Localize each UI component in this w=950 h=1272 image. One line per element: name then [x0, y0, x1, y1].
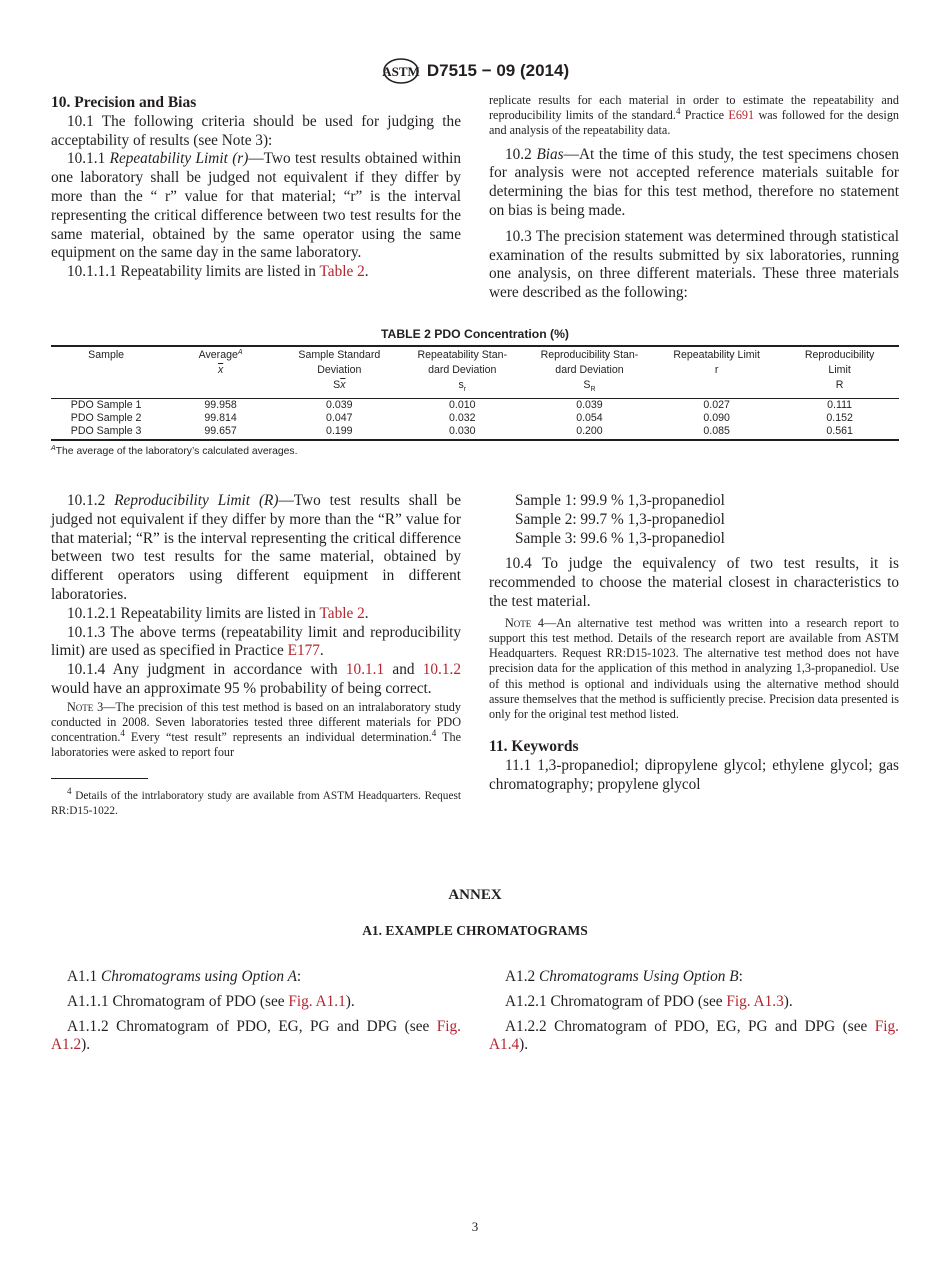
para-a1-2-1: A1.2.1 Chromatogram of PDO (see Fig. A1.3).	[505, 992, 793, 1010]
table-cell: 0.054	[576, 411, 603, 424]
table-cell: 0.030	[399, 425, 526, 440]
table-row	[51, 425, 899, 440]
para-a1-2-2: A1.2.2 Chromatogram of PDO, EG, PG and DPG (see Fig. A1.4).	[489, 1017, 899, 1054]
table-2	[51, 327, 899, 457]
table-cell: 0.152	[826, 411, 853, 424]
sample-3: Sample 3: 99.6 % 1,3-propanediol	[515, 529, 725, 547]
para-10-4: 10.4 To judge the equivalency of two test results, it is recommended to choose the material closest in characteristics to the test material.	[489, 555, 899, 610]
header-cell	[51, 377, 161, 398]
document-designation: D7515 − 09 (2014)	[426, 61, 570, 80]
col-header-reprod-sd: Reproducibility Stan-	[526, 346, 653, 362]
header-cell	[51, 362, 161, 377]
table-cell: 0.039	[326, 398, 353, 411]
para-a1-2: A1.2 Chromatograms Using Option B:	[505, 968, 743, 985]
table-cell: 99.657	[161, 425, 280, 440]
para-10-1-3: 10.1.3 The above terms (repeatability limit and reproducibility limit) are used as specified in Practice E177.	[51, 623, 461, 660]
header-cell: $s_r$	[399, 377, 526, 398]
para-a1-1: A1.1 Chromatograms using Option A:	[67, 968, 302, 985]
fig-a1-3-link[interactable]: Fig. A1.3	[726, 992, 784, 1010]
table-cell: PDO Sample 1	[70, 398, 142, 411]
col-header-repeat-limit: Repeatability Limit	[653, 346, 780, 362]
note-4: Note 4—An alternative test method was written into a research report to support this test method. Details of the research report are available from ASTM Headquarters. Request RR:D15-1023. The alternative test method does not have precision data for the application of this method in analyzing 1,3-propanediol. Use of this method is optional and individuals using the alternative method should assure themselves that the method is sufficiently precise. Precision data presented is only for the original test method listed.	[489, 615, 899, 721]
page-header	[0, 57, 950, 85]
table-2-link[interactable]: Table 2	[319, 604, 365, 622]
table-cell: 0.047	[326, 411, 353, 424]
sample-2: Sample 2: 99.7 % 1,3-propanediol	[515, 510, 725, 528]
table-cell: PDO Sample 3	[51, 425, 161, 440]
right-column-bottom	[489, 492, 899, 795]
table-cell: 99.958	[204, 398, 237, 411]
fig-a1-1-link[interactable]: Fig. A1.1	[288, 992, 346, 1010]
table-cell: 0.032	[449, 411, 476, 424]
para-10-3: 10.3 The precision statement was determined through statistical examination of the results submitted by six laboratories, running one analysis, on three different materials. These three materials were described as the following:	[489, 227, 899, 302]
header-cell: $\overline{x}$	[217, 364, 224, 377]
table-cell: 0.085	[653, 425, 780, 440]
right-column-top	[489, 93, 899, 303]
header-cell: Deviation	[317, 364, 362, 377]
table-2-title: TABLE 2 PDO Concentration (%)	[380, 327, 569, 341]
para-10-2: 10.2 Bias—At the time of this study, the test specimens chosen for analysis were not accepted reference materials suitable for determining the bias for this test method, therefore no statement on bias is being made.	[489, 145, 900, 219]
sample-1: Sample 1: 99.9 % 1,3-propanediol	[515, 492, 725, 509]
header-cell: dard Deviation	[428, 364, 497, 377]
table-cell: PDO Sample 2	[70, 411, 142, 424]
col-header-sample: Sample	[51, 346, 161, 362]
col-header-ssd: Sample Standard	[280, 346, 399, 362]
table-footnote: $^A$The average of the laboratory’s calculated averages.	[51, 445, 298, 458]
annex-title: ANNEX	[448, 887, 502, 903]
section-11-heading: 11. Keywords	[489, 738, 579, 756]
section-10-heading: 10. Precision and Bias	[51, 94, 197, 111]
header-cell: R	[780, 377, 899, 398]
header-cell: $S_R$	[526, 377, 653, 398]
table-row	[51, 412, 899, 425]
col-header-reprod-limit: Reproducibility	[780, 346, 899, 362]
annex-left-column	[51, 968, 461, 1061]
page-number: 3	[471, 1219, 479, 1234]
para-10-1-2-1: 10.1.2.1 Repeatability limits are listed in Table 2.	[67, 604, 369, 622]
para-10-1: 10.1 The following criteria should be used for judging the acceptability of results (see Note 3):	[51, 112, 461, 149]
table-cell: 0.111	[827, 398, 853, 411]
left-column-top	[51, 94, 461, 282]
table-cell: 0.090	[703, 411, 730, 424]
table-row	[51, 398, 899, 412]
para-a1-1-2: A1.1.2 Chromatogram of PDO, EG, PG and DPG (see Fig. A1.2).	[51, 1017, 461, 1054]
header-cell	[161, 377, 280, 398]
header-cell: Limit	[828, 364, 851, 377]
annex-right-column	[489, 968, 899, 1061]
footnote-4: $^4$ Details of the intrlaboratory study are available from ASTM Headquarters. Request RR:D15-1022.	[51, 786, 461, 817]
astm-logo-icon	[381, 57, 421, 85]
table-cell: 0.027	[703, 398, 730, 411]
table-cell: 0.199	[280, 425, 399, 440]
header-cell	[653, 377, 780, 398]
para-a1-1-1: A1.1.1 Chromatogram of PDO (see Fig. A1.1).	[67, 992, 355, 1010]
left-column-bottom	[51, 492, 461, 761]
fig-a1-2-link[interactable]: Fig. A1.2	[51, 1017, 461, 1054]
header-cell: r	[714, 364, 719, 377]
col-header-repeat-sd: Repeatability Stan-	[399, 346, 526, 362]
table-cell: 0.561	[780, 425, 899, 440]
section-10-1-2-link[interactable]: 10.1.2	[422, 661, 461, 679]
fig-a1-4-link[interactable]: Fig. A1.4	[489, 1017, 899, 1054]
e177-link[interactable]: E177	[287, 642, 320, 660]
para-10-1-2: 10.1.2 Reproducibility Limit (R)—Two test results shall be judged not equivalent if they differ by more than the “R” value for that material; “R” is the interval representing the critical difference between two test results for the same material, obtained by different operators using different equipment in different laboratories.	[51, 492, 461, 603]
table-cell: 0.200	[526, 425, 653, 440]
para-10-1-1-1: 10.1.1.1 Repeatability limits are listed in Table 2.	[67, 263, 369, 281]
col-header-average: Average$^A$	[161, 346, 280, 362]
table-cell: 0.039	[576, 398, 603, 411]
note-3: Note 3—The precision of this test method is based on an intralaboratory study conducted in 2008. Seven laboratories tested three different materials for PDO concentration.$^4$ Every “test result” represents an individual determination.$^4$ The laboratories were asked to report four	[51, 699, 461, 760]
header-cell: dard Deviation	[555, 364, 624, 377]
para-11-1: 11.1 1,3-propanediol; dipropylene glycol; ethylene glycol; gas chromatography; propylene glycol	[489, 757, 899, 793]
table-cell: 99.814	[204, 411, 237, 424]
section-10-1-1-link[interactable]: 10.1.1	[345, 661, 385, 679]
svg-text:ASTM: ASTM	[382, 64, 420, 79]
footnote-divider	[51, 778, 148, 779]
pdo-concentration-table	[51, 345, 899, 441]
header-cell: $S\overline{x}$	[280, 377, 399, 398]
para-10-1-1: 10.1.1 Repeatability Limit (r)—Two test results obtained within one laboratory shall be judged not equivalent if they differ by more than the “ r” value for that material; “r” is the interval representing the critical difference between two test results for the same material, obtained by the same operator using the same equipment on the same day in the same laboratory.	[51, 150, 461, 262]
para-10-1-4: 10.1.4 Any judgment in accordance with 10.1.1 and 10.1.2 would have an approximate 95 % probability of being correct.	[51, 661, 461, 697]
table-cell: 0.010	[449, 398, 476, 411]
e691-link[interactable]: E691	[728, 108, 755, 123]
table-2-link[interactable]: Table 2	[319, 263, 365, 281]
annex-subtitle: A1. EXAMPLE CHROMATOGRAMS	[362, 923, 588, 938]
note-3-continuation: replicate results for each material in order to estimate the repeatability and reproducibility limits of the standard.$^4$ Practice E691 was followed for the design and analysis of the repeatability data.	[489, 93, 900, 138]
